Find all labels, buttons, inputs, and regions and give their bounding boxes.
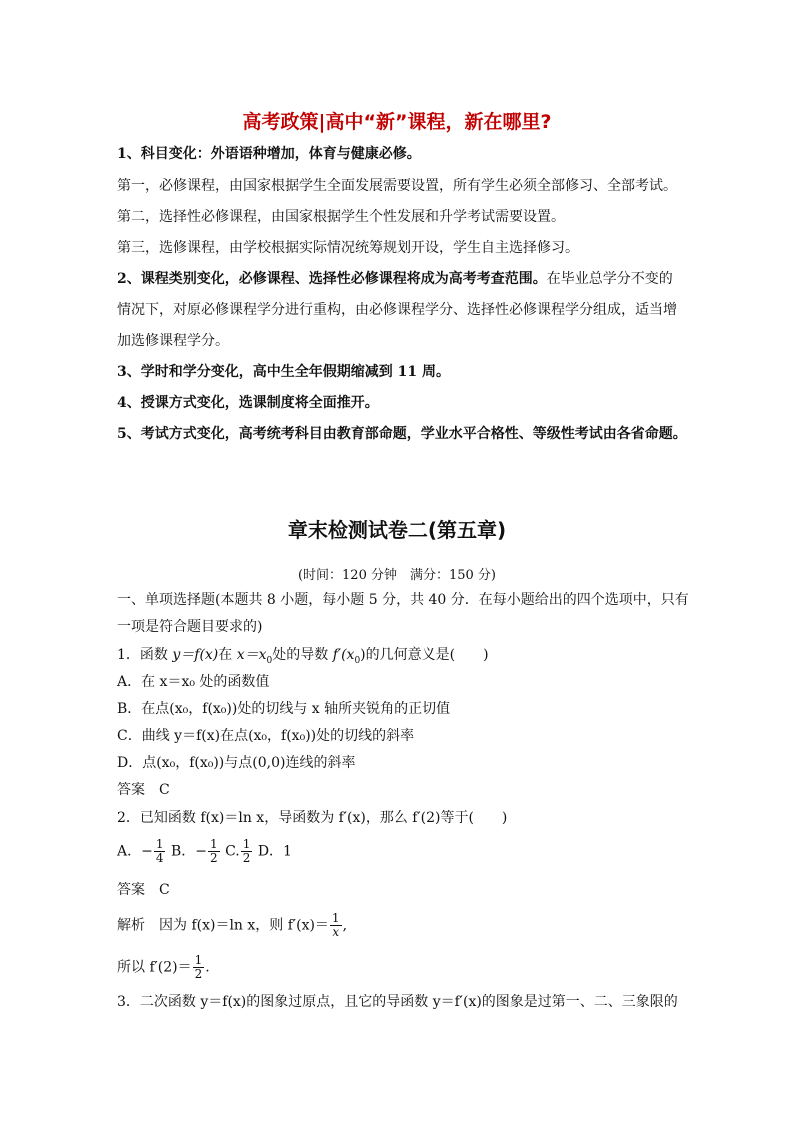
policy-point-4: 4、授课方式变化，选课制度将全面推开。 — [117, 395, 379, 411]
q2-analysis-fraction — [330, 912, 342, 939]
fraction-denominator: 2 — [194, 967, 203, 981]
policy-point-3: 3、学时和学分变化，高中生全年假期缩减到 11 周。 — [117, 364, 450, 380]
fraction-denominator: 4 — [155, 851, 164, 865]
question-1-option-b: B．在点(x₀，f(x₀))处的切线与 x 轴所夹锐角的正切值 — [117, 701, 451, 717]
q2-option-d: D．1 — [257, 843, 292, 860]
fraction-numerator: 1 — [242, 837, 251, 851]
q2-option-b-label: B．− — [170, 843, 207, 860]
question-2-stem: 2．已知函数 f(x)＝ln x，导函数为 f′(x)，那么 f′(2)等于( ) — [117, 810, 508, 826]
fraction-numerator: 1 — [194, 953, 203, 967]
policy-paragraph-required: 第一，必修课程，由国家根据学生全面发展需要设置，所有学生必须全部修习、全部考试。 — [117, 178, 677, 194]
fraction-numerator: 1 — [155, 837, 164, 851]
q2-option-c-label: C. — [225, 843, 240, 860]
fraction-numerator: 1 — [331, 911, 340, 925]
fraction-denominator: 2 — [242, 851, 251, 865]
policy-point-2-bold: 2、课程类别变化，必修课程、选择性必修课程将成为高考考查范围。 — [117, 271, 547, 287]
section-1-heading: 一、单项选择题(本题共 8 小题，每小题 5 分，共 40 分．在每小题给出的四个选项中，只有 — [117, 592, 689, 608]
policy-point-5: 5、考试方式变化，高考统考科目由教育部命题，学业水平合格性、等级性考试由各省命题。 — [117, 426, 687, 442]
question-2-analysis — [117, 912, 347, 939]
exam-title: 章末检测试卷二(第五章) — [287, 518, 507, 542]
policy-point-2-cont: 情况下，对原必修课程学分进行重构，由必修课程学分、选择性必修课程学分组成，适当增 — [117, 302, 677, 318]
q2-option-b-fraction — [208, 838, 220, 865]
section-1-heading-cont: 一项是符合题目要求的) — [117, 619, 263, 635]
fraction-denominator: x — [332, 925, 340, 939]
q2-option-a-fraction — [154, 838, 166, 865]
q2-final-text: 所以 f′(2)＝ — [117, 959, 192, 976]
policy-title: 高考政策|高中“新”课程，新在哪里? — [242, 111, 552, 133]
q2-option-c-fraction — [241, 838, 253, 865]
q1-subscript: 0 — [266, 655, 273, 666]
question-3-stem: 3．二次函数 y＝f(x)的图象过原点，且它的导函数 y＝f′(x)的图象是过第一、二、三象限的 — [117, 994, 678, 1010]
q2-option-a-label: A．− — [117, 843, 153, 860]
policy-point-2-end: 加选修课程学分。 — [117, 333, 229, 349]
q1-text: 处的导数 — [272, 647, 333, 663]
question-1-answer: 答案 C — [117, 782, 170, 798]
q1-text: 1．函数 — [117, 647, 173, 663]
question-1-option-a: A．在 x＝x₀ 处的函数值 — [117, 674, 270, 690]
policy-point-1: 1、科目变化：外语语种增加，体育与健康必修。 — [117, 146, 421, 162]
question-2-final — [117, 954, 210, 981]
policy-point-2 — [117, 269, 673, 289]
question-1-option-d: D．点(x₀，f(x₀))与点(0,0)连线的斜率 — [117, 755, 356, 771]
q1-derivative: f′(x — [332, 647, 355, 663]
q2-final-text: . — [205, 959, 210, 976]
fraction-numerator: 1 — [209, 837, 218, 851]
q2-analysis-text: , — [342, 917, 348, 934]
fraction-denominator: 2 — [209, 851, 218, 865]
policy-paragraph-elective: 第三，选修课程，由学校根据实际情况统筹规划开设，学生自主选择修习。 — [117, 240, 579, 256]
q1-text: 在 — [218, 647, 237, 663]
q1-text: )的几何意义是( ) — [360, 647, 489, 663]
question-1-stem — [117, 645, 489, 671]
policy-paragraph-elective-required: 第二，选择性必修课程，由国家根据学生个性发展和升学考试需要设置。 — [117, 209, 565, 225]
q2-final-fraction — [193, 954, 205, 981]
policy-point-2-rest: 在毕业总学分不变的 — [546, 271, 673, 287]
question-2-answer: 答案 C — [117, 882, 170, 898]
question-1-option-c: C．曲线 y＝f(x)在点(x₀，f(x₀))处的切线的斜率 — [117, 728, 415, 744]
exam-meta: (时间：120 分钟 满分：150 分) — [297, 568, 497, 583]
q1-point: x＝x — [236, 647, 267, 663]
q2-analysis-text: 解析 因为 f(x)＝ln x，则 f′(x)＝ — [117, 917, 329, 934]
question-2-options — [117, 838, 292, 865]
q1-func: y＝f(x) — [172, 647, 219, 663]
q1-subscript: 0 — [354, 655, 361, 666]
